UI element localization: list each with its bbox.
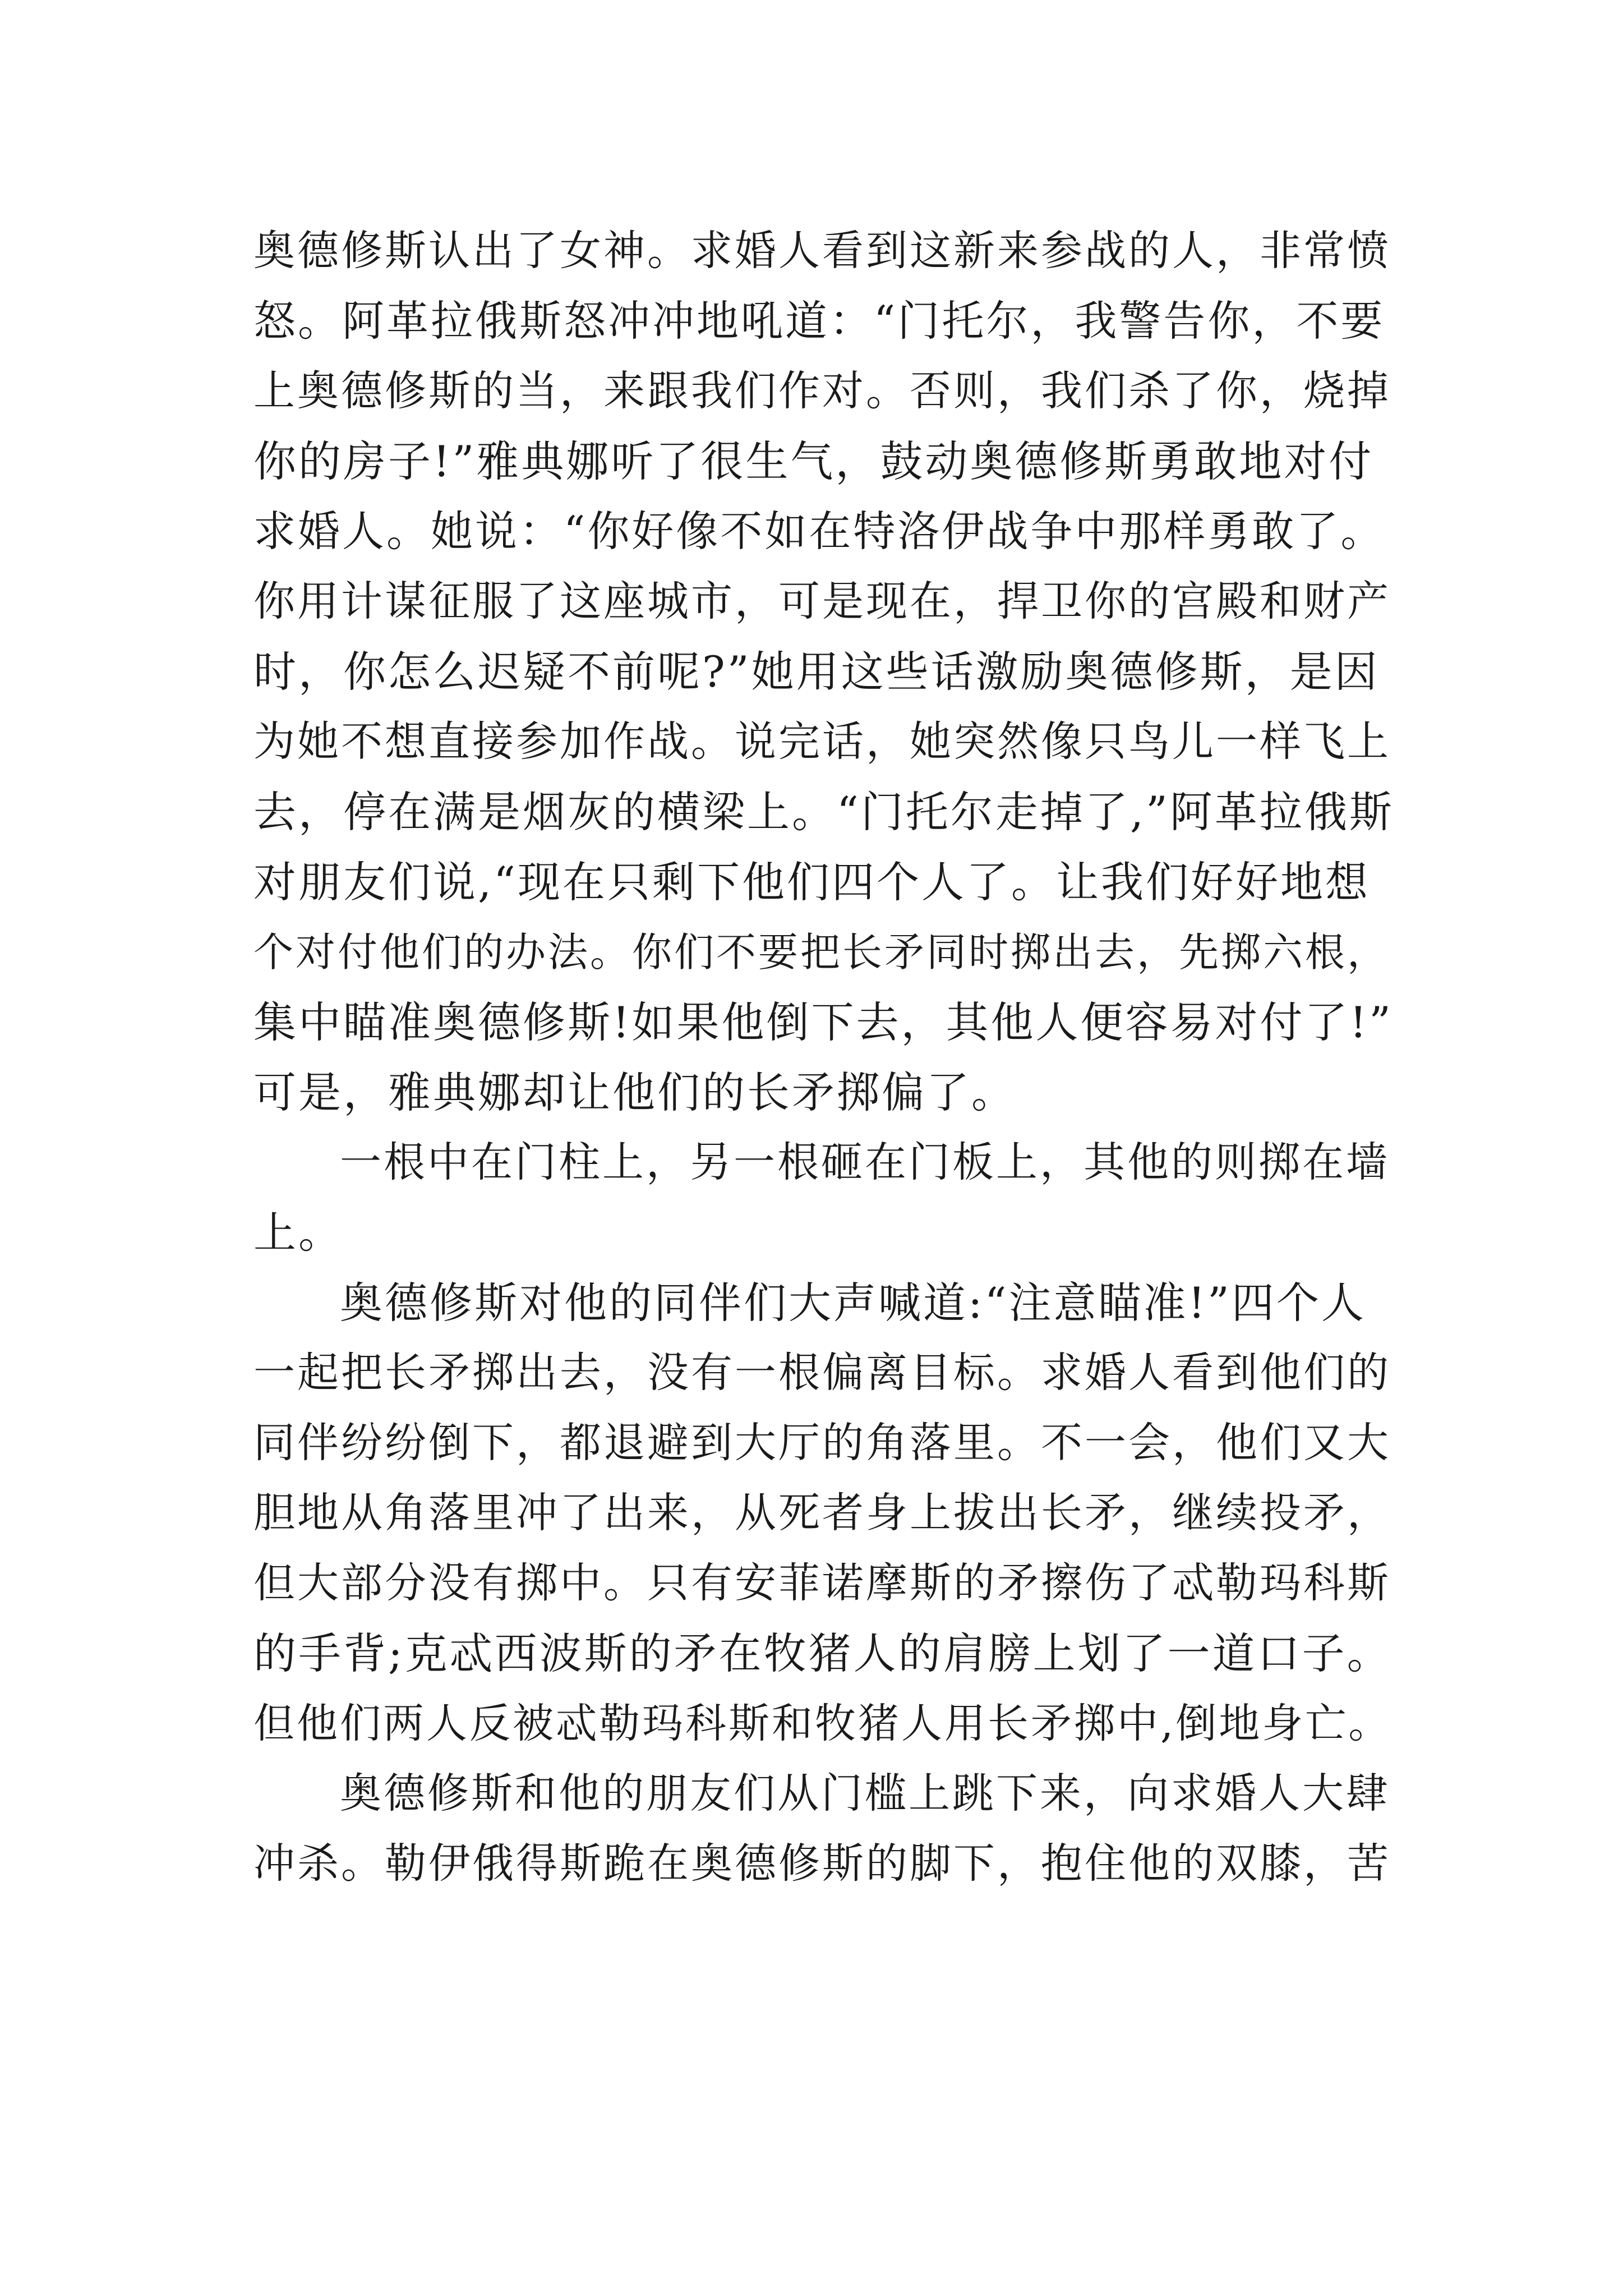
text-line: 上。 xyxy=(253,1208,343,1258)
text-line: 同伴纷纷倒下，都退避到大厅的角落里。不一会，他们又大 xyxy=(253,1419,1391,1467)
text-line: 集中瞄准奥德修斯!如果他倒下去，其他人便容易对付了!” xyxy=(253,997,1393,1047)
paragraph-first-line: 奥德修斯对他的同伴们大声喊道:“注意瞄准!”四个人 xyxy=(340,1278,1366,1328)
text-line: 时，你怎么迟疑不前呢?”她用这些话激励奥德修斯，是因 xyxy=(253,647,1380,697)
text-line: 的手背;克忒西波斯的矛在牧猪人的肩膀上划了一道口子。 xyxy=(253,1628,1392,1678)
text-line: 去，停在满是烟灰的横梁上。“门托尔走掉了,”阿革拉俄斯 xyxy=(253,787,1394,837)
text-line: 怒。阿革拉俄斯怒冲冲地吼道：“门托尔，我警告你，不要 xyxy=(253,296,1385,346)
text-line: 求婚人。她说：“你好像不如在特洛伊战争中那样勇敢了。 xyxy=(253,507,1385,556)
text-line: 一起把长矛掷出去，没有一根偏离目标。求婚人看到他们的 xyxy=(253,1349,1391,1397)
body-text xyxy=(253,216,1398,1899)
text-line: 对朋友们说,“现在只剩下他们四个人了。让我们好好地想 xyxy=(253,857,1371,907)
text-line: 但大部分没有掷中。只有安菲诺摩斯的矛擦伤了忒勒玛科斯 xyxy=(253,1559,1391,1607)
text-line: 但他们两人反被忒勒玛科斯和牧猪人用长矛掷中,倒地身亡。 xyxy=(253,1700,1392,1747)
paragraph-first-line: 一根中在门柱上，另一根砸在门板上，其他的则掷在墙 xyxy=(340,1138,1390,1186)
text-line: 奥德修斯认出了女神。求婚人看到这新来参战的人，非常愤 xyxy=(253,227,1391,275)
text-line: 你用计谋征服了这座城市，可是现在，捍卫你的宫殿和财产 xyxy=(253,577,1391,625)
text-line: 胆地从角落里冲了出来，从死者身上拔出长矛，继续投矛， xyxy=(253,1489,1391,1537)
text-line: 你的房子!”雅典娜听了很生气，鼓动奥德修斯勇敢地对付 xyxy=(253,436,1374,486)
text-line: 个对付他们的办法。你们不要把长矛同时掷出去，先掷六根， xyxy=(253,929,1390,976)
text-line: 冲杀。勒伊俄得斯跪在奥德修斯的脚下，抱住他的双膝，苦 xyxy=(253,1839,1391,1888)
paragraph-first-line: 奥德修斯和他的朋友们从门槛上跳下来，向求婚人大肆 xyxy=(340,1769,1390,1818)
text-line: 为她不想直接参加作战。说完话，她突然像只鸟儿一样飞上 xyxy=(253,717,1391,766)
text-line: 上奥德修斯的当，来跟我们作对。否则，我们杀了你，烧掉 xyxy=(253,367,1391,415)
text-line: 可是，雅典娜却让他们的长矛掷偏了。 xyxy=(253,1068,1016,1117)
